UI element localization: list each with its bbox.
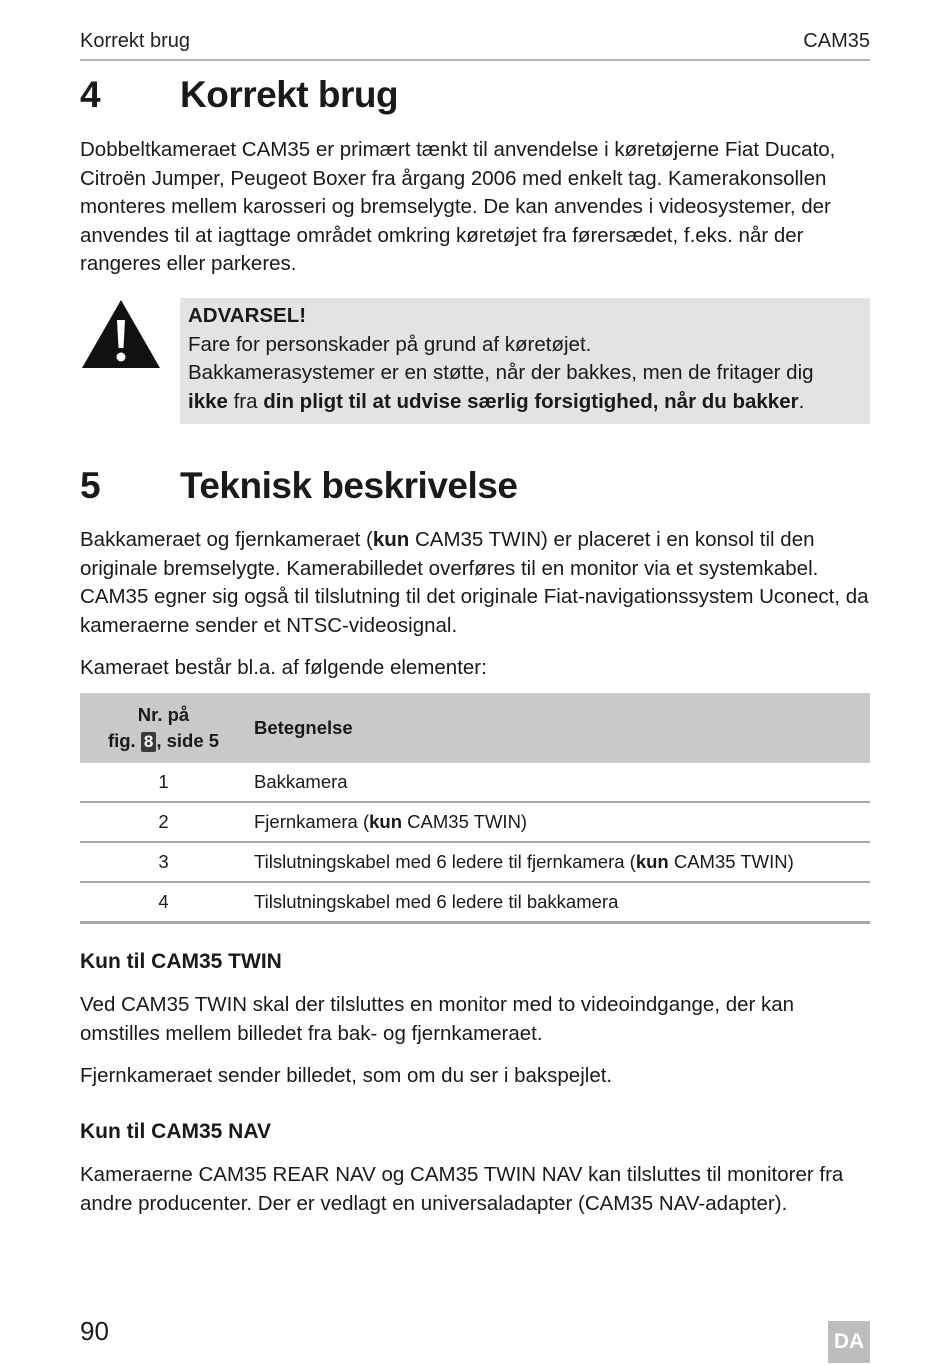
row-text: CAM35 TWIN) xyxy=(668,851,794,872)
row-number: 3 xyxy=(158,851,169,872)
row-text: Tilslutningskabel med 6 ledere til fjernkamera ( xyxy=(254,851,636,872)
row-text: Fjernkamera ( xyxy=(254,811,370,832)
header-col-number-line1: Nr. på xyxy=(137,704,190,725)
warning-connector: fra xyxy=(227,389,264,413)
row-designation xyxy=(247,851,794,873)
table-row xyxy=(80,883,870,924)
header-col-number xyxy=(80,702,247,754)
warning-title: ADVARSEL! xyxy=(188,304,307,327)
section-4-body: Dobbeltkameraet CAM35 er primært tænkt til anvendelse i køretøjerne Fiat Ducato, Citroën Jumper, Peugeot Boxer fra årgang 2006 med enkelt tag. Kamerakonsollen monteres mellem karosseri og bremselygte. De kan anvendes i videosystemer, der anvendes til at iagttage området omkring køretøjet fra førersædet, f.eks. når der rangeres eller parkeres. xyxy=(80,138,836,276)
header-product: CAM35 xyxy=(803,30,870,52)
row-designation xyxy=(247,891,618,913)
warning-line-1: Fare for personskader på grund af køretøjet. xyxy=(188,332,592,356)
twin-paragraph-2: Fjernkameraet sender billedet, som om du ser i bakspejlet. xyxy=(80,1064,613,1087)
row-number: 1 xyxy=(158,771,169,792)
table-row xyxy=(80,803,870,843)
page-number: 90 xyxy=(80,1316,109,1346)
row-text: CAM35 TWIN) xyxy=(402,811,528,832)
section-5-body xyxy=(80,526,870,640)
page-ref: , side 5 xyxy=(156,730,220,751)
components-table xyxy=(80,693,870,924)
body-text: Bakkameraet og fjernkameraet ( xyxy=(80,528,373,551)
row-emphasis: kun xyxy=(369,811,403,832)
row-designation xyxy=(247,811,527,833)
row-text: Tilslutningskabel med 6 ledere til bakkamera xyxy=(254,891,619,912)
row-number: 2 xyxy=(158,811,169,832)
section-number: 4 xyxy=(80,74,101,115)
table-row xyxy=(80,843,870,883)
header-col-designation: Betegnelse xyxy=(254,717,353,738)
table-row xyxy=(80,763,870,803)
section-title: Korrekt brug xyxy=(180,74,399,115)
warning-box xyxy=(180,298,870,424)
row-number: 4 xyxy=(158,891,169,912)
body-text: CAM35 TWIN) er placeret i en konsol til den originale bremselygte. Kamerabilledet overføres til en monitor via et systemkabel. CAM35 egner sig også til tilslutning til det originale Fiat-navigationssystem Uconect, da kameraerne sender et NTSC-videosignal. xyxy=(80,528,869,637)
row-text: Bakkamera xyxy=(254,771,348,792)
table-header-row xyxy=(80,693,870,763)
row-designation xyxy=(247,771,348,793)
warning-period: . xyxy=(798,389,805,413)
warning-emphasis-duty: din pligt til at udvise særlig forsigtighed, når du bakker xyxy=(263,389,799,413)
section-4-heading xyxy=(80,74,870,116)
body-emphasis: kun xyxy=(372,528,410,551)
nav-paragraph: Kameraerne CAM35 REAR NAV og CAM35 TWIN NAV kan tilsluttes til monitorer fra andre producenter. Der er vedlagt en universaladapter (CAM35 NAV-adapter). xyxy=(80,1163,844,1215)
section-number: 5 xyxy=(80,465,101,506)
twin-subheading: Kun til CAM35 TWIN xyxy=(80,950,282,973)
warning-line-3 xyxy=(188,388,862,417)
warning-emphasis-ikke: ikke xyxy=(188,389,228,413)
header-chapter: Korrekt brug xyxy=(80,30,191,52)
running-header xyxy=(80,30,870,61)
section-title: Teknisk beskrivelse xyxy=(180,465,518,506)
warning-line-2: Bakkamerasystemer er en støtte, når der bakkes, men de fritager dig xyxy=(188,361,814,385)
fig-label: fig. xyxy=(107,730,136,751)
warning-triangle-icon xyxy=(80,298,162,370)
twin-paragraph-1: Ved CAM35 TWIN skal der tilsluttes en monitor med to videoindgange, der kan omstilles mellem billedet fra bak- og fjernkameraet. xyxy=(80,993,795,1045)
nav-subheading: Kun til CAM35 NAV xyxy=(80,1120,271,1143)
figure-badge: 8 xyxy=(141,732,156,752)
language-badge: DA xyxy=(828,1321,870,1363)
header-col-number-line2 xyxy=(80,728,247,754)
components-intro: Kameraet består bl.a. af følgende elementer: xyxy=(80,656,487,679)
row-emphasis: kun xyxy=(635,851,669,872)
section-5-heading xyxy=(80,465,870,507)
